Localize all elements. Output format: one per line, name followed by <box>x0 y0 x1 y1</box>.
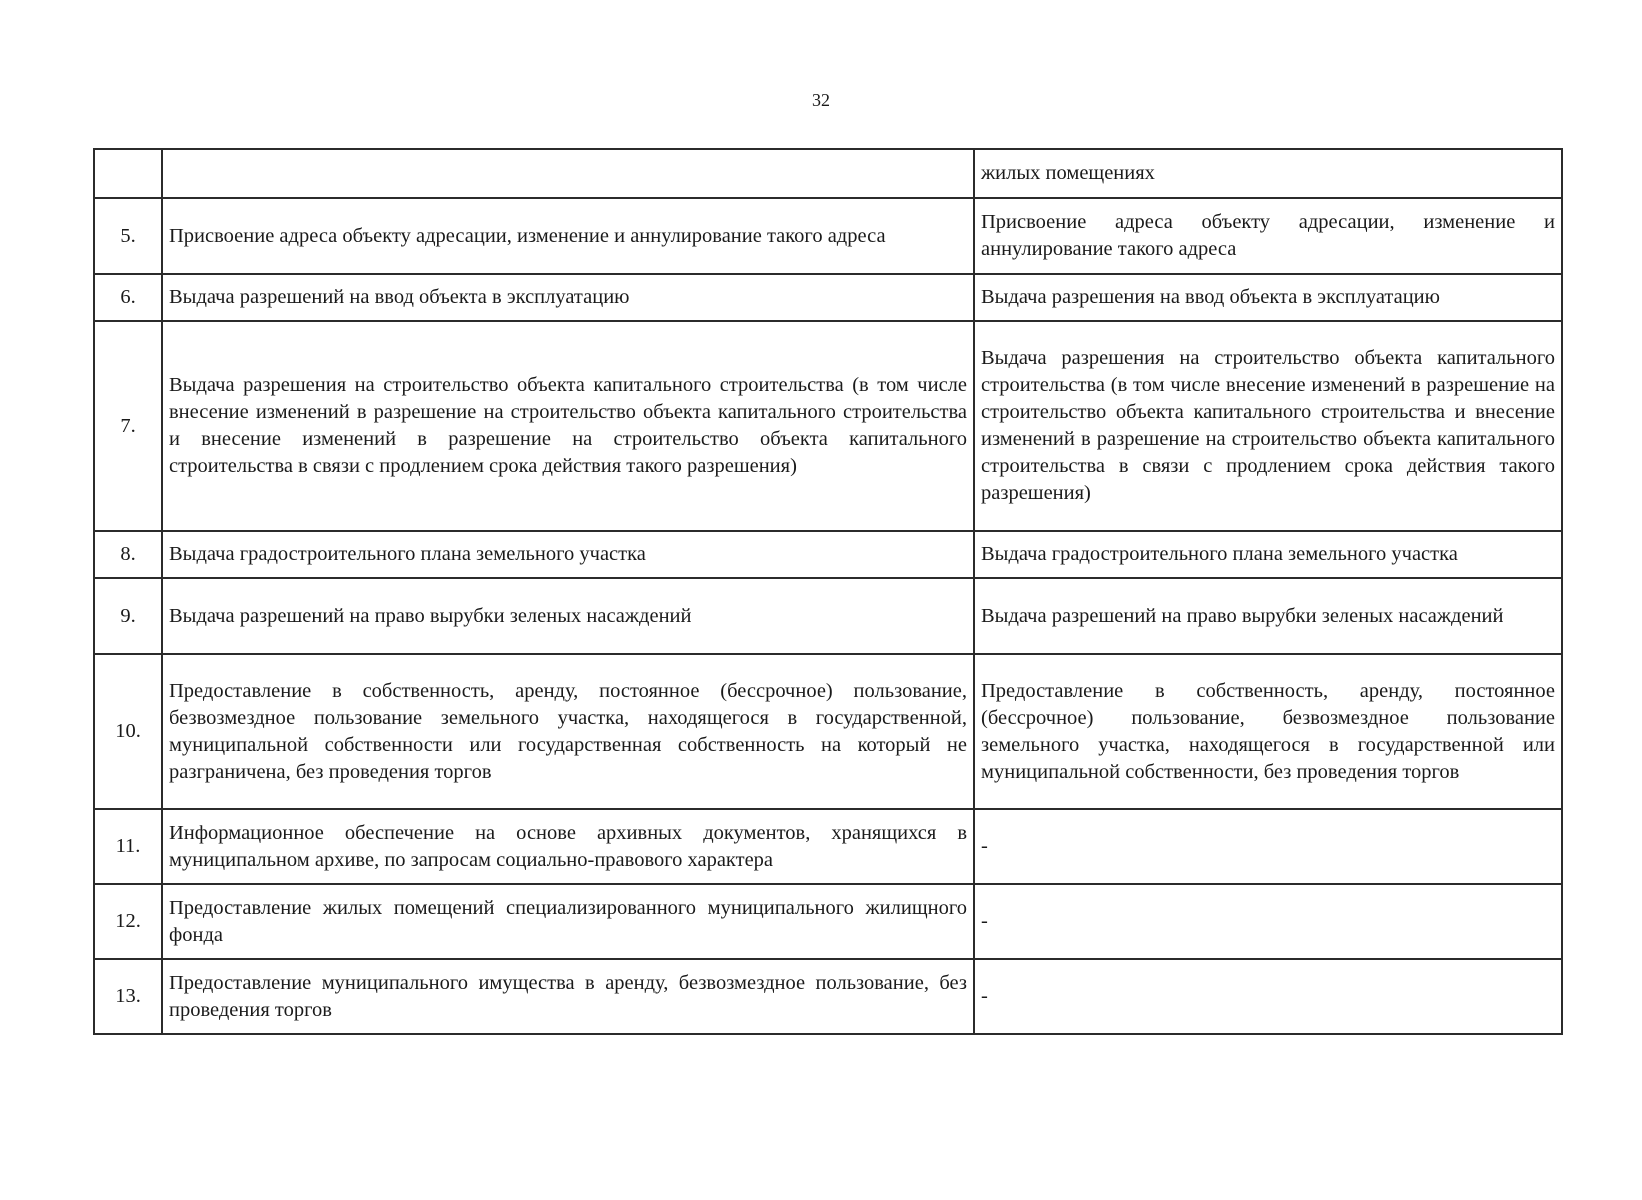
table-body <box>94 149 1562 1034</box>
service-equivalent-cell: Выдача разрешения на ввод объекта в эксплуатацию <box>974 274 1562 321</box>
service-name-cell <box>162 149 974 198</box>
row-number: 13. <box>94 959 162 1034</box>
service-name-cell: Информационное обеспечение на основе архивных документов, хранящихся в муниципальном архиве, по запросам социально-правового характера <box>162 809 974 884</box>
table-row <box>94 198 1562 274</box>
service-equivalent-cell: жилых помещениях <box>974 149 1562 198</box>
page-number: 32 <box>812 90 830 110</box>
row-number: 8. <box>94 531 162 578</box>
table-row <box>94 578 1562 654</box>
service-name-cell: Присвоение адреса объекту адресации, изменение и аннулирование такого адреса <box>162 198 974 274</box>
service-equivalent-cell: - <box>974 959 1562 1034</box>
table-row <box>94 654 1562 809</box>
service-equivalent-cell: - <box>974 809 1562 884</box>
table-row <box>94 884 1562 959</box>
row-number: 10. <box>94 654 162 809</box>
service-name-cell: Выдача градостроительного плана земельного участка <box>162 531 974 578</box>
table-row <box>94 531 1562 578</box>
service-name-cell: Выдача разрешений на ввод объекта в эксплуатацию <box>162 274 974 321</box>
row-number: 12. <box>94 884 162 959</box>
table-row <box>94 809 1562 884</box>
row-number: 7. <box>94 321 162 531</box>
row-number: 11. <box>94 809 162 884</box>
service-equivalent-cell: Выдача разрешения на строительство объекта капитального строительства (в том числе внесение изменений в разрешение на строительство объекта капитального строительства и внесение изменений в разрешение на строительство объекта капитального строительства в связи с продлением срока действия такого разрешения) <box>974 321 1562 531</box>
service-equivalent-cell: Выдача градостроительного плана земельного участка <box>974 531 1562 578</box>
table-row <box>94 959 1562 1034</box>
service-equivalent-cell: - <box>974 884 1562 959</box>
service-equivalent-cell: Присвоение адреса объекту адресации, изменение и аннулирование такого адреса <box>974 198 1562 274</box>
table-row <box>94 321 1562 531</box>
row-number: 6. <box>94 274 162 321</box>
services-table <box>93 148 1563 1035</box>
service-name-cell: Выдача разрешения на строительство объекта капитального строительства (в том числе внесение изменений в разрешение на строительство объекта капитального строительства и внесение изменений в разрешение на строительство объекта капитального строительства в связи с продлением срока действия такого разрешения) <box>162 321 974 531</box>
service-name-cell: Предоставление жилых помещений специализированного муниципального жилищного фонда <box>162 884 974 959</box>
row-number <box>94 149 162 198</box>
service-equivalent-cell: Выдача разрешений на право вырубки зеленых насаждений <box>974 578 1562 654</box>
service-equivalent-cell: Предоставление в собственность, аренду, постоянное (бессрочное) пользование, безвозмездное пользование земельного участка, находящегося в государственной или муниципальной собственности, без проведения торгов <box>974 654 1562 809</box>
service-name-cell: Выдача разрешений на право вырубки зеленых насаждений <box>162 578 974 654</box>
row-number: 5. <box>94 198 162 274</box>
table-row <box>94 149 1562 198</box>
service-name-cell: Предоставление муниципального имущества в аренду, безвозмездное пользование, без проведения торгов <box>162 959 974 1034</box>
table-row <box>94 274 1562 321</box>
row-number: 9. <box>94 578 162 654</box>
service-name-cell: Предоставление в собственность, аренду, постоянное (бессрочное) пользование, безвозмездное пользование земельного участка, находящегося в государственной, муниципальной собственности или государственная собственность на который не разграничена, без проведения торгов <box>162 654 974 809</box>
